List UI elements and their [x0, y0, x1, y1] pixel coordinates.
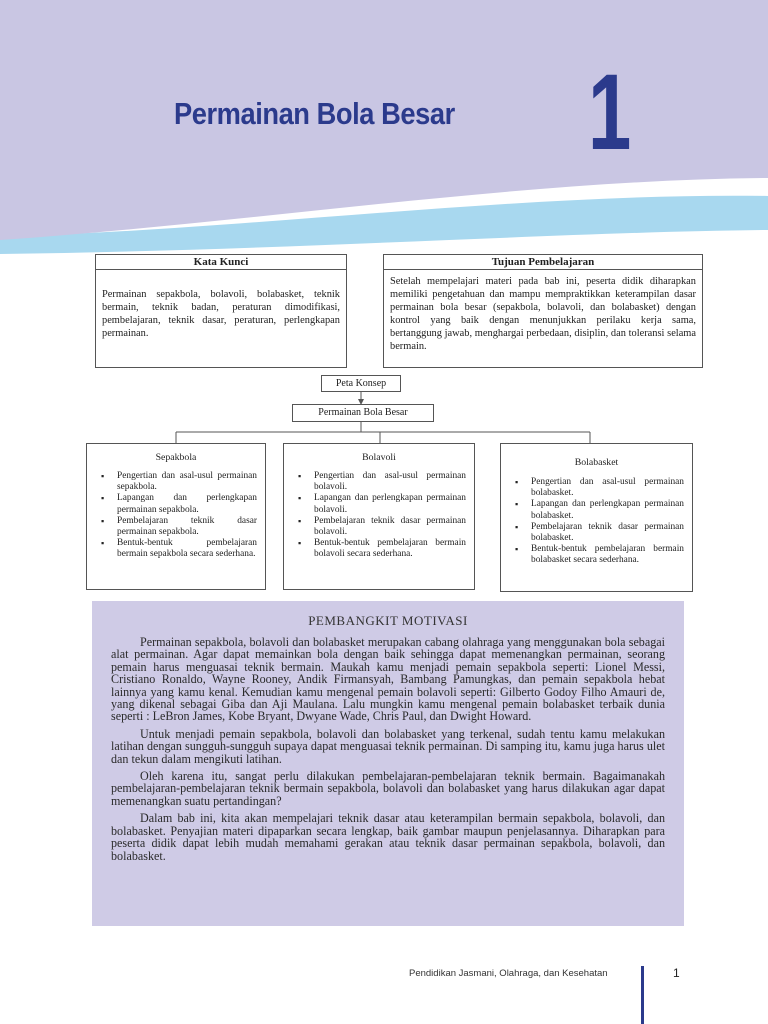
list-item: ▪ Pembelajaran teknik dasar permainan bolabasket. [513, 522, 684, 544]
page-number: 1 [673, 966, 680, 980]
motivasi-paragraph: Permainan sepakbola, bolavoli dan bolabasket merupakan cabang olahraga yang menggunakan bola sebagai alat permainan. Agar dapat memainkan bola dengan baik sehingga dapat memenangkan permainan, seorang pemain harus menguasai teknik bermain. Maukah kamu menjadi pemain sepakbola seperti: Lionel Messi, Cristiano Ronaldo, Wayne Rooney, Andik Firmansyah, Bambang Pamungkas, dan pemain sepakbola hebat lainnya yang kamu kenal. Kemudian kamu mengenal pemain bolavoli seperti: Gilberto Godoy Filho Amauri de, yang dikenal sebagai Giba dan Aji Maulana. Lalu mungkin kamu mengenal pemain bolabasket terbaik dunia seperti : LeBron James, Kobe Bryant, Dwyane Wade, Chris Paul, dan Dwight Howard. [111, 635, 665, 724]
concept-bolabasket-title: Bolabasket [574, 457, 619, 468]
list-item: ▪ Pembelajaran teknik dasar permainan sepakbola. [99, 516, 257, 538]
tujuan-pembelajaran-text: Setelah mempelajari materi pada bab ini, peserta didik diharapkan memiliki pengetahuan dan mampu mempraktikkan keterampilan dasar permainan bola besar (sepakbola, bolavoli, dan bolabasket) dengan kontrol yang baik dengan menunjukkan perilaku kerja sama, bertanggung jawab, menghargai perbedaan, disiplin, dan toleransi selama bermain. [390, 276, 696, 352]
concept-sepakbola [86, 443, 266, 590]
peta-konsep-label: Peta Konsep [321, 375, 401, 392]
footer-rule [641, 966, 644, 1024]
list-item: ▪ Lapangan dan perlengkapan permainan bolabasket. [513, 499, 684, 521]
list-item: ▪ Lapangan dan perlengkapan permainan bolavoli. [296, 493, 466, 515]
motivasi-paragraph: Untuk menjadi pemain sepakbola, bolavoli dan bolabasket yang terkenal, sudah tentu kamu melakukan latihan dengan sungguh-sungguh supaya dapat menguasai teknik permainan. Di samping itu, kamu juga harus ulet dan tekun dalam mengikuti latihan. [111, 726, 665, 766]
motivasi-paragraph: Dalam bab ini, kita akan mempelajari teknik dasar atau keterampilan bermain sepakbola, bolavoli, dan bolabasket. Penyajian materi dipaparkan secara lengkap, baik gambar maupun penjelasannya. Diharapkan para peserta didik dapat lebih mudah memahami gerakan atau teknik dasar permainan sepakbola, bolavoli, dan bolabasket. [111, 811, 665, 863]
concept-bolavoli [283, 443, 475, 590]
chapter-number: 1 [588, 51, 632, 172]
tujuan-pembelajaran-heading: Tujuan Pembelajaran [384, 255, 702, 270]
list-item: ▪ Pembelajaran teknik dasar permainan bolavoli. [296, 516, 466, 538]
list-item: ▪ Pengertian dan asal-usul permainan bolavoli. [296, 471, 466, 493]
list-item: ▪ Pengertian dan asal-usul permainan sepakbola. [99, 471, 257, 493]
kata-kunci-heading: Kata Kunci [96, 255, 346, 270]
concept-bolabasket [500, 443, 693, 592]
motivasi-paragraph: Oleh karena itu, sangat perlu dilakukan pembelajaran-pembelajaran teknik bermain. Bagaimanakah pembelajaran-pembelajaran teknik bermain sepakbola, bolavoli dan bolabasket yang harus dilakukan agar dapat memenangkan suatu pertandingan? [111, 769, 665, 808]
chapter-title: Permainan Bola Besar [174, 96, 455, 131]
list-item: ▪ Lapangan dan perlengkapan permainan sepakbola. [99, 493, 257, 515]
tujuan-pembelajaran-box [383, 254, 703, 368]
concept-bolavoli-title: Bolavoli [362, 452, 396, 463]
concept-root: Permainan Bola Besar [292, 404, 434, 422]
list-item: ▪ Bentuk-bentuk pembelajaran bermain bolavoli secara sederhana. [296, 538, 466, 560]
footer-book-title: Pendidikan Jasmani, Olahraga, dan Kesehatan [409, 968, 608, 979]
kata-kunci-box [95, 254, 347, 368]
list-item: ▪ Pengertian dan asal-usul permainan bolabasket. [513, 477, 684, 499]
list-item: ▪ Bentuk-bentuk pembelajaran bermain sepakbola secara sederhana. [99, 538, 257, 560]
motivasi-title: PEMBANGKIT MOTIVASI [308, 613, 468, 628]
concept-sepakbola-title: Sepakbola [155, 452, 197, 463]
motivasi-box [92, 601, 684, 926]
kata-kunci-text: Permainan sepakbola, bolavoli, bolabasket, teknik bermain, teknik badan, peraturan dimodifikasi, pembelajaran, teknik dasar, peraturan, perlengkapan permainan. [102, 289, 340, 339]
list-item: ▪ Bentuk-bentuk pembelajaran bermain bolabasket secara sederhana. [513, 544, 684, 566]
